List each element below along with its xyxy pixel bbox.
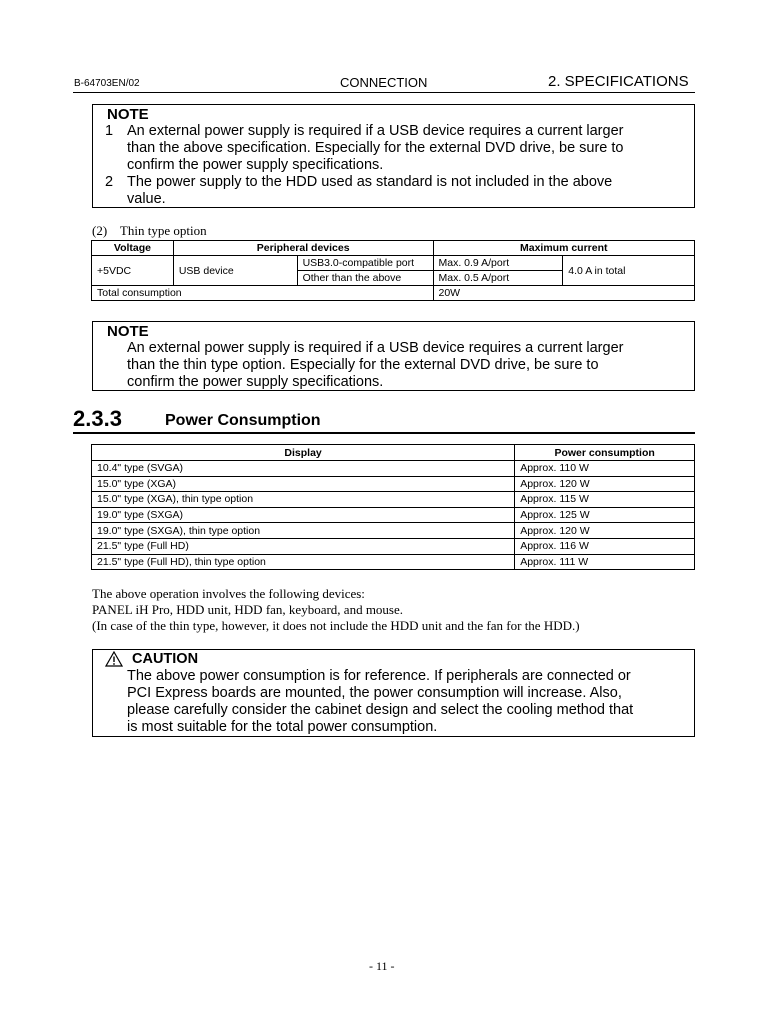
section-title: Power Consumption bbox=[165, 412, 321, 429]
power-cell: Approx. 116 W bbox=[515, 538, 695, 554]
devices-paragraph-line-3: (In case of the thin type, however, it does not include the HDD unit and the fan for the HDD.) bbox=[92, 618, 580, 633]
note-item-number: 2 bbox=[105, 174, 114, 190]
table-row bbox=[92, 476, 695, 492]
display-cell: 19.0" type (SXGA), thin type option bbox=[92, 523, 515, 539]
port-current-cell: Max. 0.9 A/port bbox=[433, 256, 563, 271]
header-rule bbox=[73, 92, 695, 93]
port-current-cell: Max. 0.5 A/port bbox=[433, 271, 563, 286]
voltage-cell: +5VDC bbox=[92, 256, 174, 286]
devices-paragraph-line-2: PANEL iH Pro, HDD unit, HDD fan, keyboard, and mouse. bbox=[92, 602, 404, 617]
port-name-cell: Other than the above bbox=[297, 271, 433, 286]
power-table-body bbox=[92, 461, 695, 570]
chapter-title: CONNECTION bbox=[340, 75, 428, 90]
header-voltage: Voltage bbox=[92, 241, 174, 256]
caution-line: PCI Express boards are mounted, the power consumption will increase. Also, bbox=[127, 685, 622, 701]
table-row bbox=[92, 461, 695, 477]
note-box-1 bbox=[92, 104, 695, 208]
total-consumption-value: 20W bbox=[433, 286, 695, 301]
power-cell: Approx. 125 W bbox=[515, 507, 695, 523]
power-consumption-table bbox=[91, 444, 695, 570]
note-box-2 bbox=[92, 321, 695, 391]
doc-code: B-64703EN/02 bbox=[74, 78, 140, 89]
note-line: confirm the power supply specifications. bbox=[127, 374, 384, 390]
header-display: Display bbox=[92, 445, 515, 461]
section-heading: 2. SPECIFICATIONS bbox=[548, 73, 689, 90]
thin-option-table bbox=[91, 240, 695, 301]
table-row bbox=[92, 554, 695, 570]
display-cell: 21.5" type (Full HD), thin type option bbox=[92, 554, 515, 570]
power-cell: Approx. 120 W bbox=[515, 476, 695, 492]
table-row bbox=[92, 507, 695, 523]
device-cell: USB device bbox=[173, 256, 297, 286]
display-cell: 19.0" type (SXGA) bbox=[92, 507, 515, 523]
power-cell: Approx. 120 W bbox=[515, 523, 695, 539]
display-cell: 15.0" type (XGA) bbox=[92, 476, 515, 492]
note-title: NOTE bbox=[107, 323, 149, 340]
power-cell: Approx. 115 W bbox=[515, 492, 695, 508]
header-maximum-current: Maximum current bbox=[433, 241, 695, 256]
port-name-cell: USB3.0-compatible port bbox=[297, 256, 433, 271]
note-item-number: 1 bbox=[105, 123, 114, 139]
section-number: 2.3.3 bbox=[73, 406, 122, 431]
table-row bbox=[92, 538, 695, 554]
warning-triangle-icon bbox=[105, 651, 123, 667]
header-peripheral-devices: Peripheral devices bbox=[173, 241, 433, 256]
table-row bbox=[92, 492, 695, 508]
page-number: - 11 - bbox=[369, 959, 395, 973]
display-cell: 10.4" type (SVGA) bbox=[92, 461, 515, 477]
power-cell: Approx. 110 W bbox=[515, 461, 695, 477]
display-cell: 15.0" type (XGA), thin type option bbox=[92, 492, 515, 508]
note-line: An external power supply is required if a USB device requires a current larger bbox=[127, 340, 624, 356]
note-title: NOTE bbox=[107, 106, 149, 123]
note-line: than the thin type option. Especially for the external DVD drive, be sure to bbox=[127, 357, 599, 373]
table-row bbox=[92, 523, 695, 539]
power-cell: Approx. 111 W bbox=[515, 554, 695, 570]
thin-option-caption: (2) Thin type option bbox=[92, 223, 207, 238]
note-item-line: value. bbox=[127, 191, 166, 207]
note-item-line: than the above specification. Especially for the external DVD drive, be sure to bbox=[127, 140, 624, 156]
caution-line: please carefully consider the cabinet design and select the cooling method that bbox=[127, 702, 634, 718]
caution-line: is most suitable for the total power consumption. bbox=[127, 719, 438, 735]
caution-title: CAUTION bbox=[132, 651, 199, 667]
caution-line: The above power consumption is for reference. If peripherals are connected or bbox=[127, 668, 631, 684]
note-item-line: confirm the power supply specifications. bbox=[127, 157, 384, 173]
total-consumption-label: Total consumption bbox=[92, 286, 434, 301]
display-cell: 21.5" type (Full HD) bbox=[92, 538, 515, 554]
note-item-line: The power supply to the HDD used as standard is not included in the above bbox=[127, 174, 613, 190]
header-power-consumption: Power consumption bbox=[515, 445, 695, 461]
note-item-line: An external power supply is required if a USB device requires a current larger bbox=[127, 123, 624, 139]
devices-paragraph-line-1: The above operation involves the following devices: bbox=[92, 586, 365, 601]
section-rule bbox=[73, 432, 695, 434]
total-current-cell: 4.0 A in total bbox=[563, 256, 695, 286]
